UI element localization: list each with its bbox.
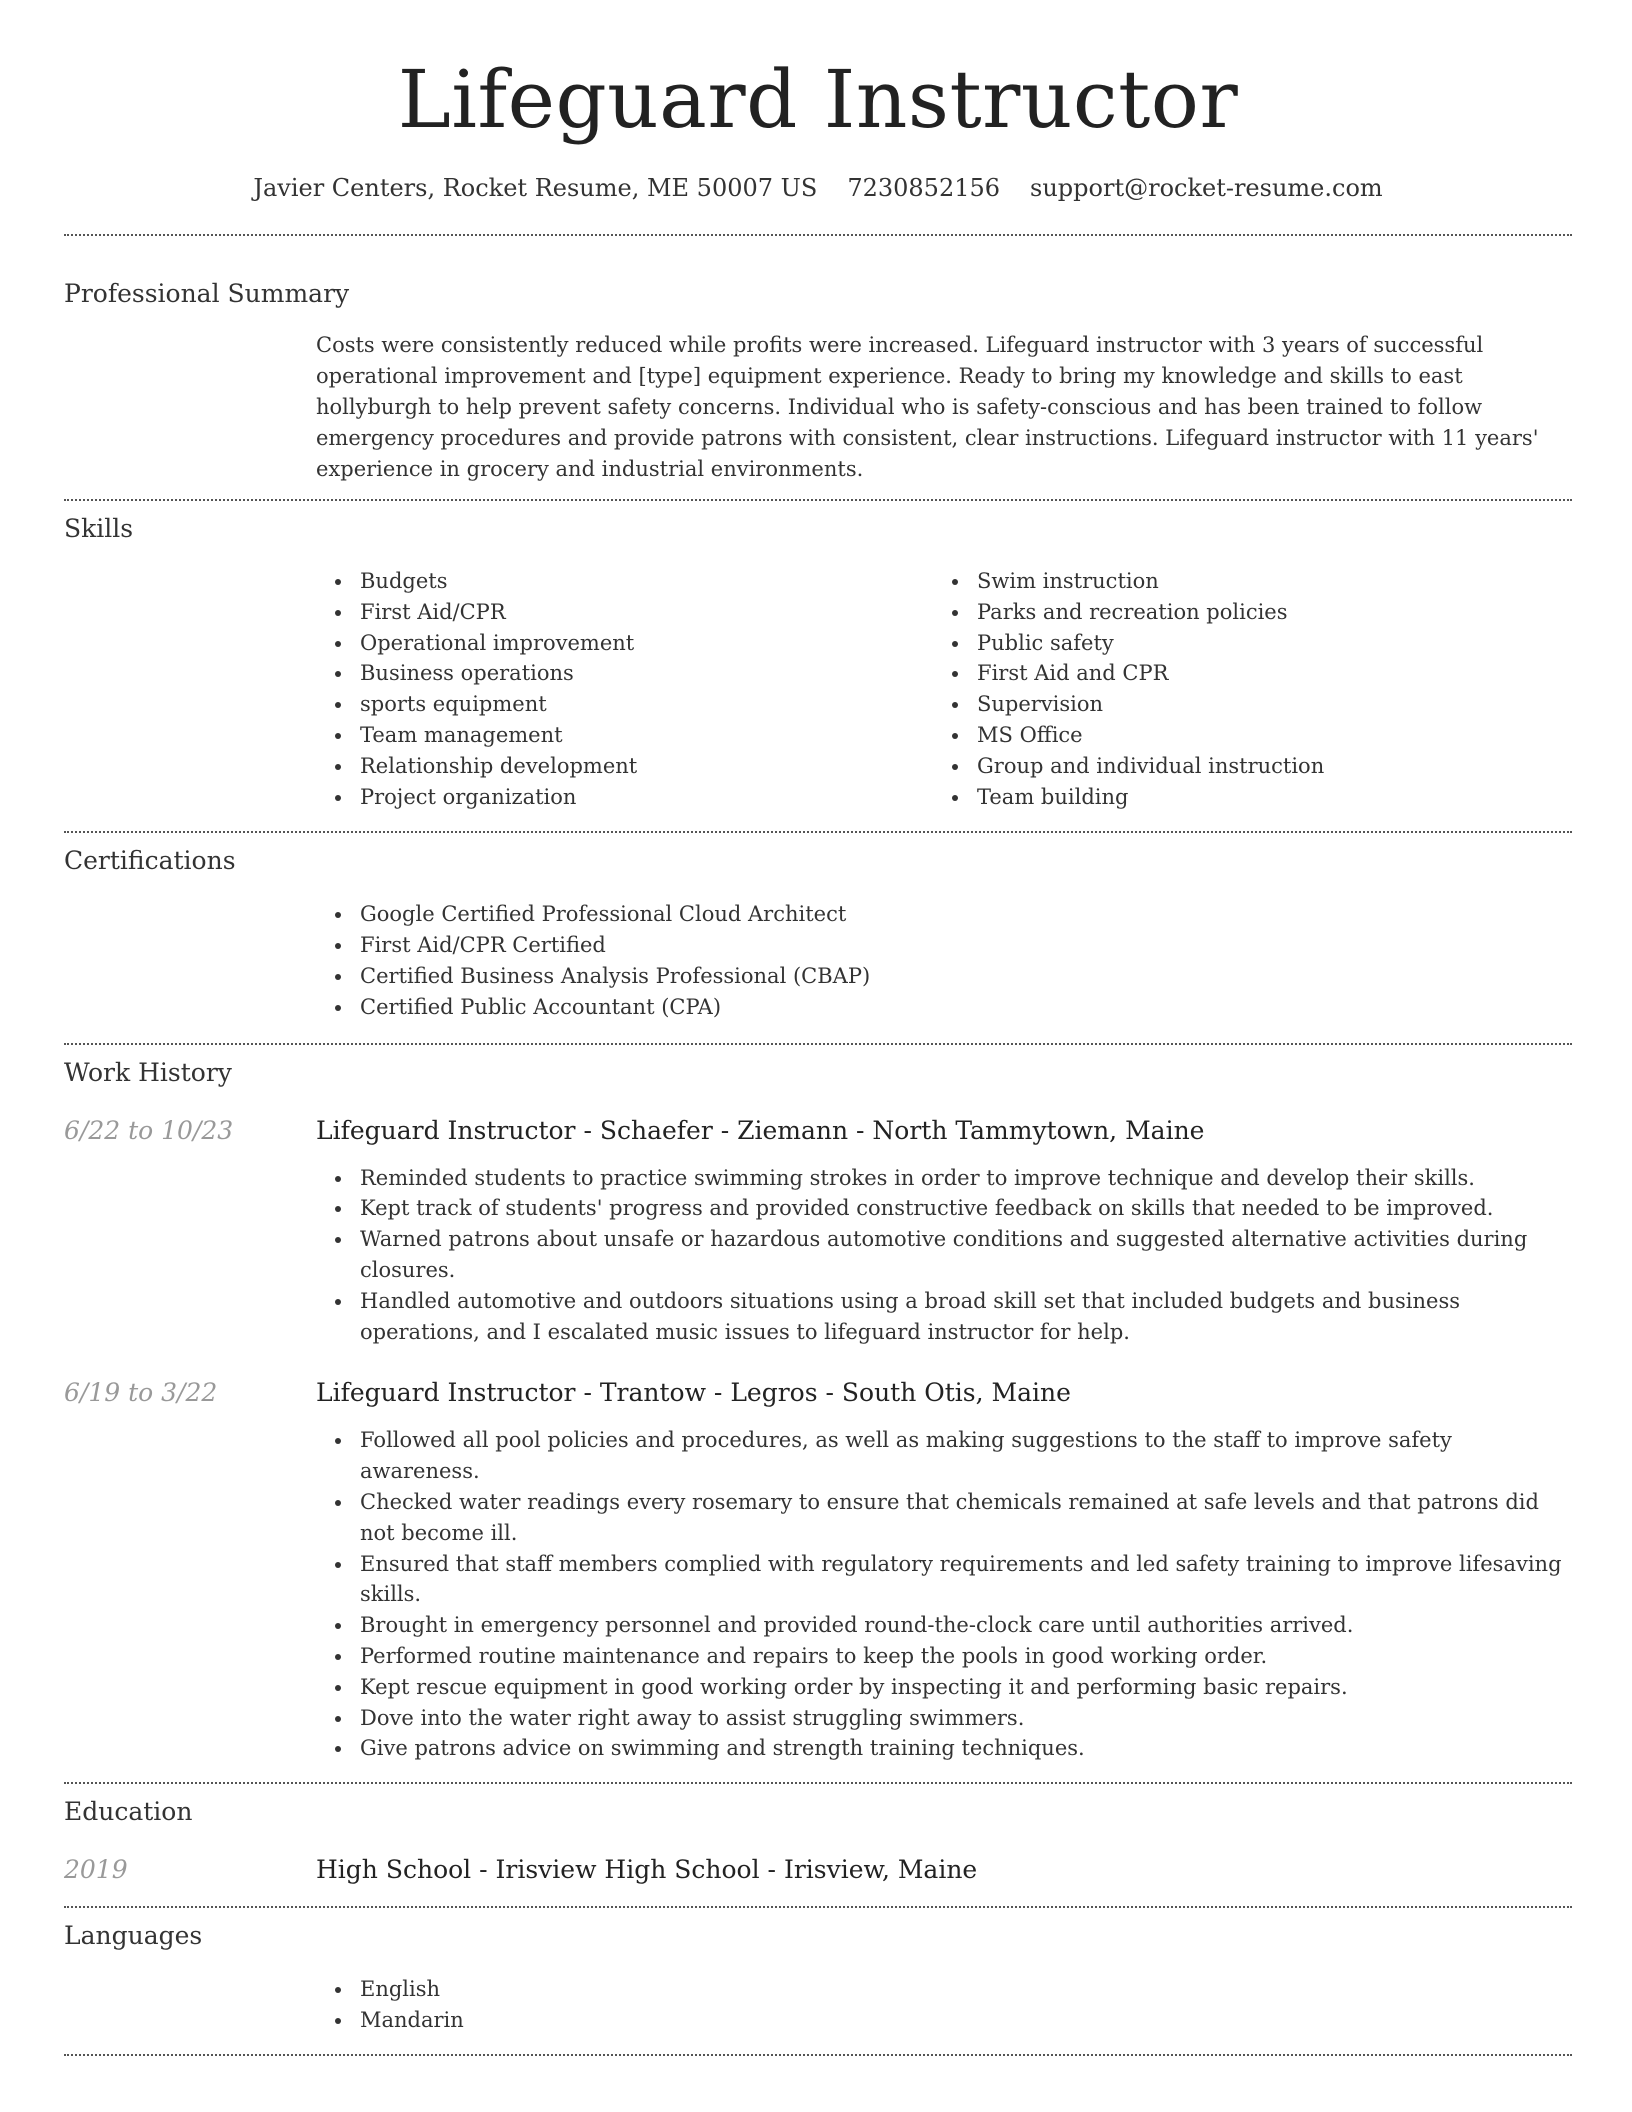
job-duty: Give patrons advice on swimming and strength training techniques. xyxy=(360,1733,1572,1764)
certifications-list xyxy=(316,899,1572,1022)
skill-item: Group and individual instruction xyxy=(977,751,1550,782)
job-header xyxy=(64,1115,1572,1147)
job-duty: Followed all pool policies and procedures, as well as making suggestions to the staff to improve safety awareness. xyxy=(360,1425,1572,1487)
contact-line xyxy=(64,172,1572,204)
skill-item: Team building xyxy=(977,782,1550,813)
certification-item: First Aid/CPR Certified xyxy=(360,930,1572,961)
section-divider xyxy=(64,2054,1572,2056)
section-title-certifications: Certifications xyxy=(64,846,236,876)
section-title-languages: Languages xyxy=(64,1921,203,1951)
job-duty: Warned patrons about unsafe or hazardous automotive conditions and suggested alternative activities during closures. xyxy=(360,1224,1572,1286)
contact-email[interactable]: support@rocket-resume.com xyxy=(1030,174,1383,202)
certification-item: Certified Business Analysis Professional (CBAP) xyxy=(360,961,1572,992)
certification-item: Certified Public Accountant (CPA) xyxy=(360,992,1572,1023)
skills-list-right xyxy=(933,566,1550,812)
contact-address: Javier Centers, Rocket Resume, ME 50007 US xyxy=(253,174,818,202)
job-dates: 6/22 to 10/23 xyxy=(64,1115,234,1145)
skill-item: Parks and recreation policies xyxy=(977,597,1550,628)
skill-item: Supervision xyxy=(977,689,1550,720)
job-duties xyxy=(316,1425,1572,1764)
candidate-name: Lifeguard Instructor xyxy=(397,53,1239,146)
job-duty: Dove into the water right away to assist struggling swimmers. xyxy=(360,1703,1572,1734)
skill-item: Public safety xyxy=(977,628,1550,659)
section-title-education: Education xyxy=(64,1797,193,1827)
job-header xyxy=(64,1377,1572,1409)
certifications-body xyxy=(316,899,1572,1022)
languages-list xyxy=(316,1974,1572,2036)
certification-item: Google Certified Professional Cloud Architect xyxy=(360,899,1572,930)
education-heading: High School - Irisview High School - Irisview, Maine xyxy=(316,1855,978,1885)
section-title-summary: Professional Summary xyxy=(64,279,350,308)
summary-section xyxy=(64,236,1572,485)
job-duties-list xyxy=(316,1163,1572,1348)
job-entry xyxy=(64,1115,1572,1348)
section-title-skills: Skills xyxy=(64,514,134,543)
skills-column-right xyxy=(933,566,1550,812)
job-duty: Brought in emergency personnel and provided round-the-clock care until authorities arrived. xyxy=(360,1610,1572,1641)
job-duty: Reminded students to practice swimming strokes in order to improve technique and develop their skills. xyxy=(360,1163,1572,1194)
section-title-work-history: Work History xyxy=(64,1057,232,1087)
languages-body xyxy=(316,1974,1572,2036)
job-duty: Ensured that staff members complied with regulatory requirements and led safety training to improve lifesaving skills. xyxy=(360,1549,1572,1611)
certifications-section xyxy=(64,833,1572,1022)
education-section xyxy=(64,1784,1572,1886)
skills-column-left xyxy=(316,566,933,812)
job-duty: Kept rescue equipment in good working order by inspecting it and performing basic repairs. xyxy=(360,1672,1572,1703)
job-heading: Lifeguard Instructor - Trantow - Legros - South Otis, Maine xyxy=(316,1378,1071,1408)
skill-item: sports equipment xyxy=(360,689,933,720)
skill-item: First Aid and CPR xyxy=(977,658,1550,689)
skill-item: Relationship development xyxy=(360,751,933,782)
skill-item: Business operations xyxy=(360,658,933,689)
job-heading: Lifeguard Instructor - Schaefer - Ziemann - North Tammytown, Maine xyxy=(316,1115,1205,1145)
skill-item: Operational improvement xyxy=(360,628,933,659)
job-duty: Handled automotive and outdoors situations using a broad skill set that included budgets and business operations, and I escalated music issues to lifeguard instructor for help. xyxy=(360,1286,1572,1348)
language-item: Mandarin xyxy=(360,2005,1572,2036)
skill-item: Swim instruction xyxy=(977,566,1550,597)
skill-item: Team management xyxy=(360,720,933,751)
skills-list-left xyxy=(316,566,933,812)
education-date: 2019 xyxy=(64,1855,128,1885)
skill-item: Project organization xyxy=(360,782,933,813)
job-duties xyxy=(316,1163,1572,1348)
skill-item: Budgets xyxy=(360,566,933,597)
summary-text: Costs were consistently reduced while profits were increased. Lifeguard instructor with 3 years of successful operational improvement and [type] equipment experience. Ready to bring my knowledge and skills to east hollyburgh to help prevent safety concerns. Individual who is safety-conscious and has been trained to follow emergency procedures and provide patrons with consistent, clear instructions. Lifeguard instructor with 11 years' experience in grocery and industrial environments. xyxy=(316,333,1539,481)
job-duty: Checked water readings every rosemary to ensure that chemicals remained at safe levels and that patrons did not become ill. xyxy=(360,1487,1572,1549)
job-duty: Performed routine maintenance and repairs to keep the pools in good working order. xyxy=(360,1641,1572,1672)
job-dates: 6/19 to 3/22 xyxy=(64,1378,218,1408)
job-entry xyxy=(64,1377,1572,1764)
language-item: English xyxy=(360,1974,1572,2005)
resume-header xyxy=(64,0,1572,204)
education-entry xyxy=(64,1854,1572,1886)
work-history-section xyxy=(64,1045,1572,1765)
languages-section xyxy=(64,1908,1572,2036)
skills-columns xyxy=(316,566,1572,812)
skill-item: First Aid/CPR xyxy=(360,597,933,628)
skills-section xyxy=(64,501,1572,812)
job-duty: Kept track of students' progress and provided constructive feedback on skills that needed to be improved. xyxy=(360,1193,1572,1224)
contact-phone: 7230852156 xyxy=(847,174,1001,202)
resume-page xyxy=(64,0,1572,2056)
skill-item: MS Office xyxy=(977,720,1550,751)
job-duties-list xyxy=(316,1425,1572,1764)
